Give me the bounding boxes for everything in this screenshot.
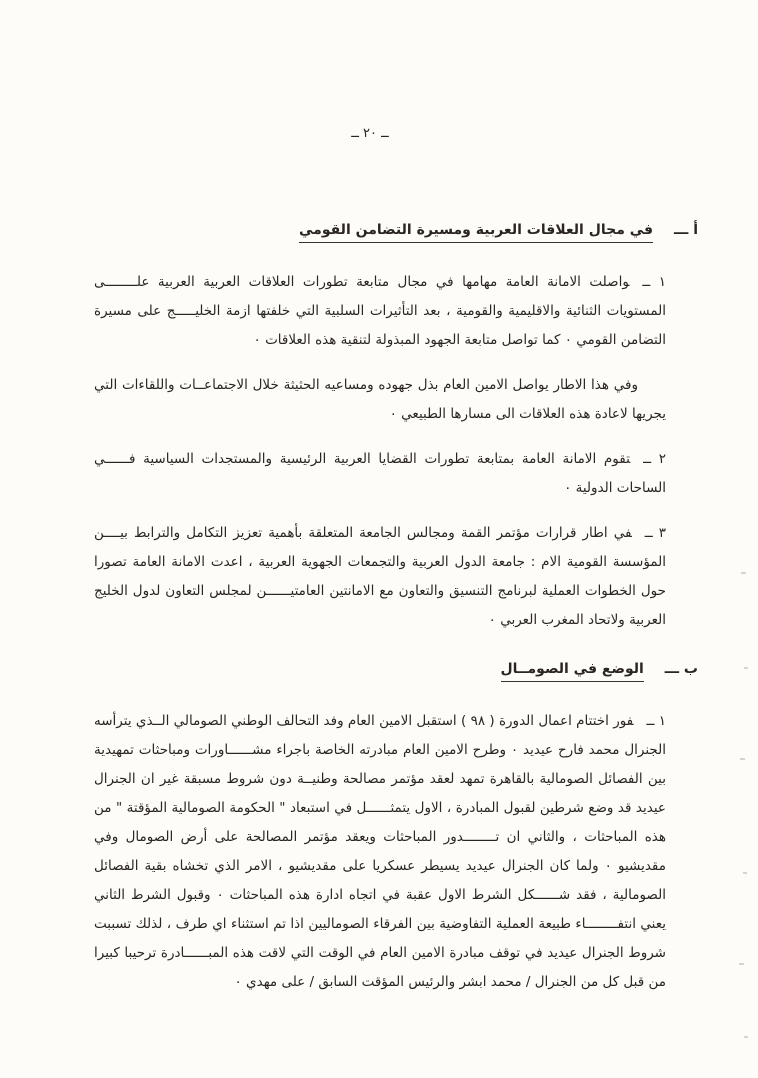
scan-artifact (744, 667, 748, 669)
paragraph-number: ٣ ــ (644, 525, 666, 541)
section-b-marker: ب ـــ (664, 661, 698, 677)
scan-artifact (741, 572, 746, 574)
paragraph (94, 707, 666, 997)
section-somalia (94, 661, 698, 997)
paragraph (94, 268, 666, 355)
paragraph-number: ٢ ــ (643, 451, 666, 467)
paragraph-number: ١ ــ (646, 713, 666, 729)
paragraph-text: في اطار قرارات مؤتمر القمة ومجالس الجامعة المتعلقة بأهمية تعزيز التكامل والترابط بيــــن المؤسسة القومية الام : جامعة الدول العربية والتجمعات الجهوية العربية ، اعدت الامانة العامة تصورا حول الخطوات العملية لبرنامج التنسيق والتعاون مع الامانتين العامتيــــــن لمجلس التعاون لدول الخليج العربية ولاتحاد المغرب العربي ۰ (94, 525, 666, 628)
paragraph-text: تقوم الامانة العامة بمتابعة تطورات القضايا العربية الرئيسية والمستجدات السياسية فــــــي الساحات الدولية ۰ (94, 451, 666, 496)
section-a-marker: أ ـــ (673, 222, 698, 238)
document-content (94, 196, 698, 1013)
section-a-heading (94, 222, 698, 238)
paragraph-number: ١ ــ (642, 274, 667, 290)
section-b-title: الوضع في الصومــال (501, 661, 644, 682)
paragraph-text: واصلت الامانة العامة مهامها في مجال متابعة تطورات العلاقات العربية العربية علــــــــى المستويات الثنائية والاقليمية والقومية ، بعد التأثيرات السلبية التي خلفتها ازمة الخليـــــج على مسيرة التضامن القومي ۰ كما تواصل متابعة الجهود المبذولة لتنقية هذه العلاقات ۰ (94, 274, 666, 348)
section-arab-relations (94, 222, 698, 635)
paragraph (94, 371, 666, 429)
scan-artifact (739, 963, 744, 965)
scan-artifact (743, 872, 747, 874)
section-a-title: في مجال العلاقات العربية ومسيرة التضامن القومي (299, 222, 653, 243)
page-number: ــ ٢٠ ــ (351, 126, 389, 141)
paragraph (94, 445, 666, 503)
paragraph (94, 519, 666, 635)
paragraph-text: فور اختتام اعمال الدورة ( ٩٨ ) استقبل الامين العام وفد التحالف الوطني الصومالي الــذي يترأسه الجنرال محمد فارح عيديد ۰ وطرح الامين العام مبادرته الخاصة باجراء مشــــــاورات ومباحثات تمهيدية بين الفصائل الصومالية بالقاهرة تمهد لعقد مؤتمر مصالحة وطنيــة دون شروط مسبقة غير ان الجنرال عيديد قد وضع شرطين لقبول المبادرة ، الاول يتمثــــــل في استبعاد " الحكومة الصومالية المؤقتة " من هذه المباحثات ، والثاني ان تــــــــدور المباحثات ويعقد مؤتمر المصالحة على أرض الصومال وفي مقديشيو ۰ ولما كان الجنرال عيديد يسيطر عسكريا على مقديشيو ، الامر الذي تخشاه بقية الفصائل الصومالية ، فقد شــــــكل الشرط الاول عقبة في اتجاه ادارة هذه المباحثات ۰ وقبول الشرط الثاني يعني انتفــــــــاء طبيعة العملية التفاوضية بين الفرقاء الصوماليين اذا تم استثناء اي طرف ، لذلك تسببت شروط الجنرال عيديد في توقف مبادرة الامين العام في الوقت التي لاقت هذه المبــــــادرة ترحيبا كبيرا من قبل كل من الجنرال / محمد ابشر والرئيس المؤقت السابق / على مهدي ۰ (94, 713, 666, 990)
section-b-heading (94, 661, 698, 677)
scan-artifact (744, 1036, 748, 1038)
scan-artifact (740, 758, 745, 760)
paragraph-text: وفي هذا الاطار يواصل الامين العام بذل جهوده ومساعيه الحثيثة خلال الاجتماعــات واللقاءات التي يجريها لاعادة هذه العلاقات الى مسارها الطبيعي ۰ (94, 377, 666, 422)
